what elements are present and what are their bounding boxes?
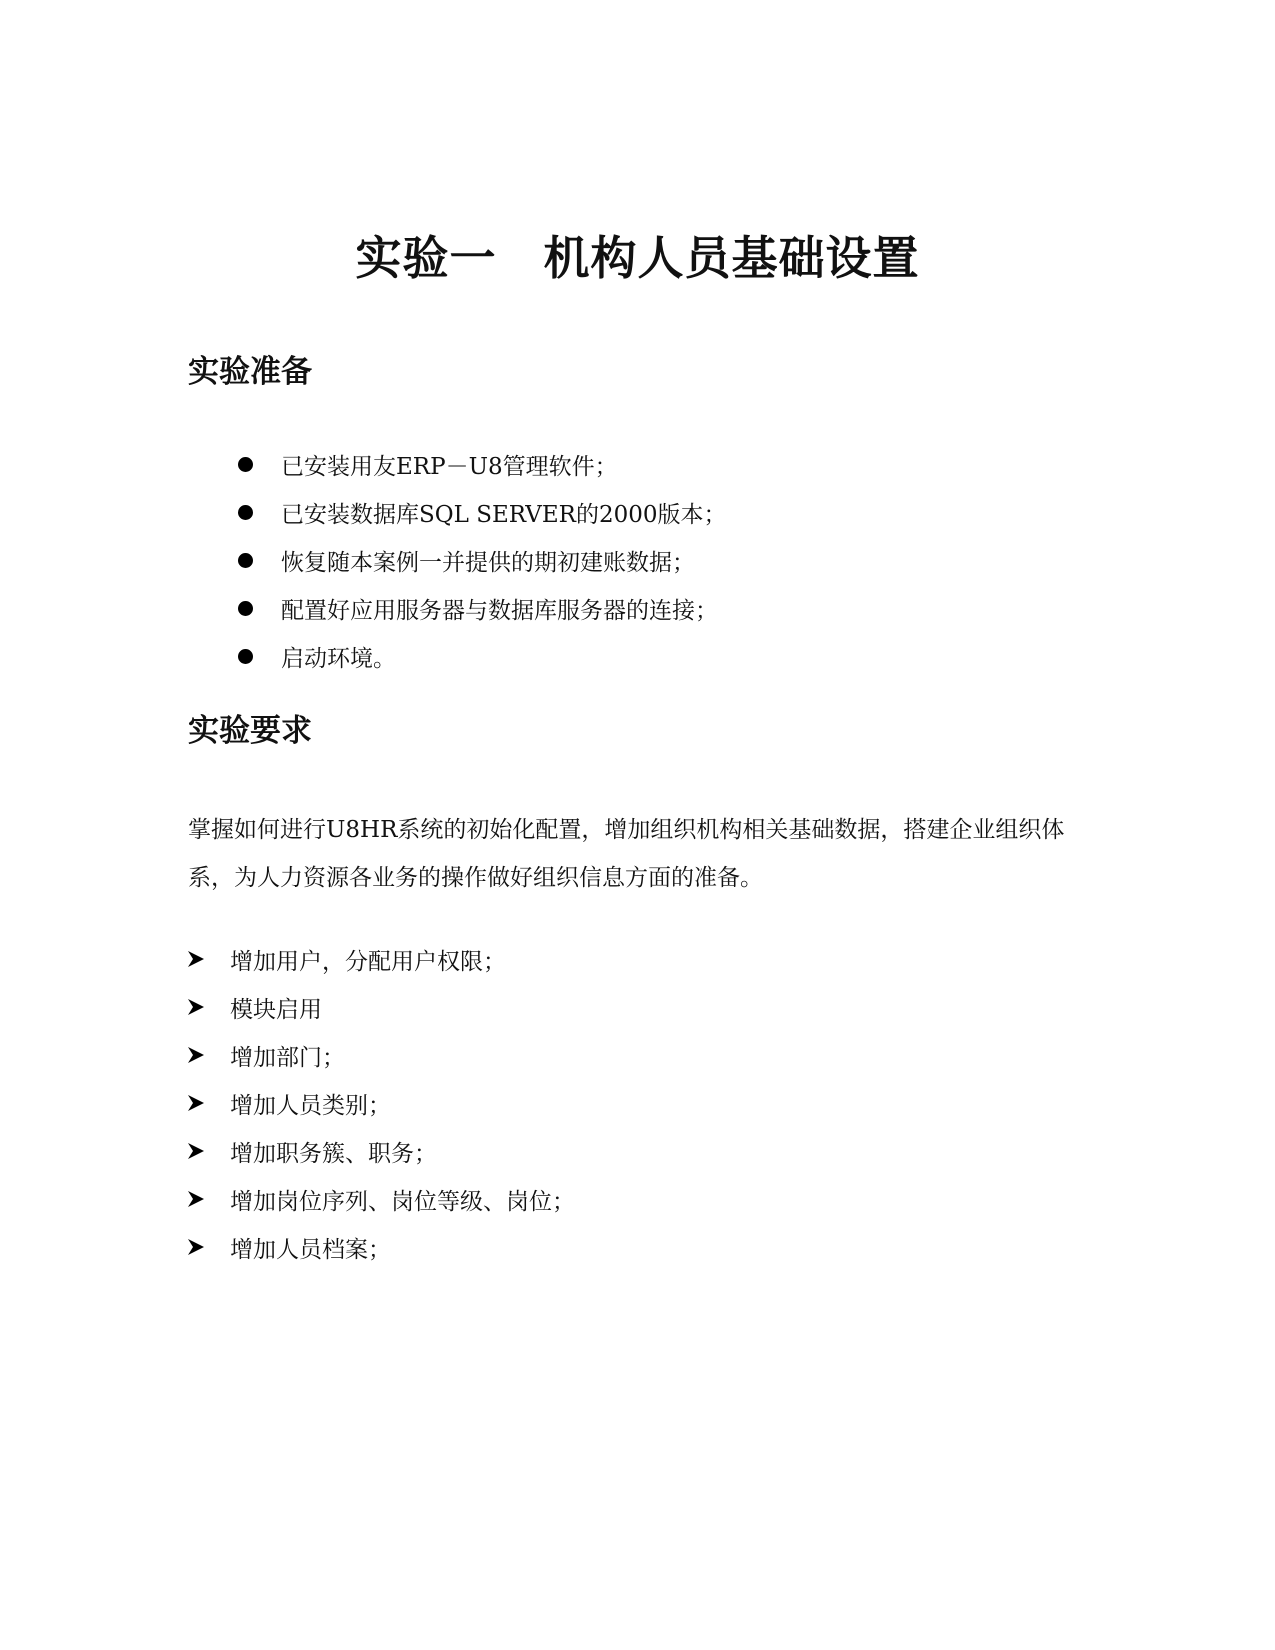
list-item — [238, 632, 727, 680]
list-item-text: 配置好应用服务器与数据库服务器的连接； — [281, 597, 718, 624]
requirements-paragraph: 掌握如何进行U8HR系统的初始化配置，增加组织机构相关基础数据，搭建企业组织体系，为人力资源各业务的操作做好组织信息方面的准备。 — [188, 817, 1065, 891]
filled-circle-icon — [238, 457, 253, 472]
list-item-text: 增加人员档案； — [230, 1236, 391, 1263]
arrow-bullet-icon — [186, 1141, 206, 1161]
arrow-bullet-icon — [186, 1093, 206, 1113]
list-item — [238, 488, 727, 536]
list-item-text: 增加人员类别； — [230, 1092, 391, 1119]
section-heading-preparation: 实验准备 — [188, 354, 312, 390]
list-item — [186, 935, 575, 983]
list-item — [186, 1223, 575, 1271]
filled-circle-icon — [238, 505, 253, 520]
list-item — [186, 1127, 575, 1175]
preparation-list — [238, 440, 727, 680]
list-item-text: 启动环境。 — [281, 645, 396, 672]
list-item-text: 已安装用友ERP－U8管理软件； — [281, 453, 618, 480]
filled-circle-icon — [238, 649, 253, 664]
list-item-text: 增加岗位序列、岗位等级、岗位； — [230, 1188, 575, 1215]
list-item-text: 模块启用 — [230, 996, 322, 1023]
list-item — [186, 1079, 575, 1127]
list-item — [238, 536, 727, 584]
requirements-list — [186, 935, 575, 1271]
list-item — [186, 1031, 575, 1079]
list-item — [238, 440, 727, 488]
page-title: 实验一 机构人员基础设置 — [355, 231, 920, 285]
arrow-bullet-icon — [186, 997, 206, 1017]
arrow-bullet-icon — [186, 1237, 206, 1257]
list-item-text: 增加部门； — [230, 1044, 345, 1071]
filled-circle-icon — [238, 601, 253, 616]
list-item — [186, 1175, 575, 1223]
arrow-bullet-icon — [186, 949, 206, 969]
section-heading-requirements: 实验要求 — [188, 713, 312, 749]
list-item-text: 已安装数据库SQL SERVER的2000版本； — [281, 501, 727, 528]
list-item — [238, 584, 727, 632]
list-item-text: 恢复随本案例一并提供的期初建账数据； — [281, 549, 695, 576]
list-item — [186, 983, 575, 1031]
arrow-bullet-icon — [186, 1045, 206, 1065]
list-item-text: 增加职务簇、职务； — [230, 1140, 437, 1167]
arrow-bullet-icon — [186, 1189, 206, 1209]
list-item-text: 增加用户，分配用户权限； — [230, 948, 506, 975]
filled-circle-icon — [238, 553, 253, 568]
